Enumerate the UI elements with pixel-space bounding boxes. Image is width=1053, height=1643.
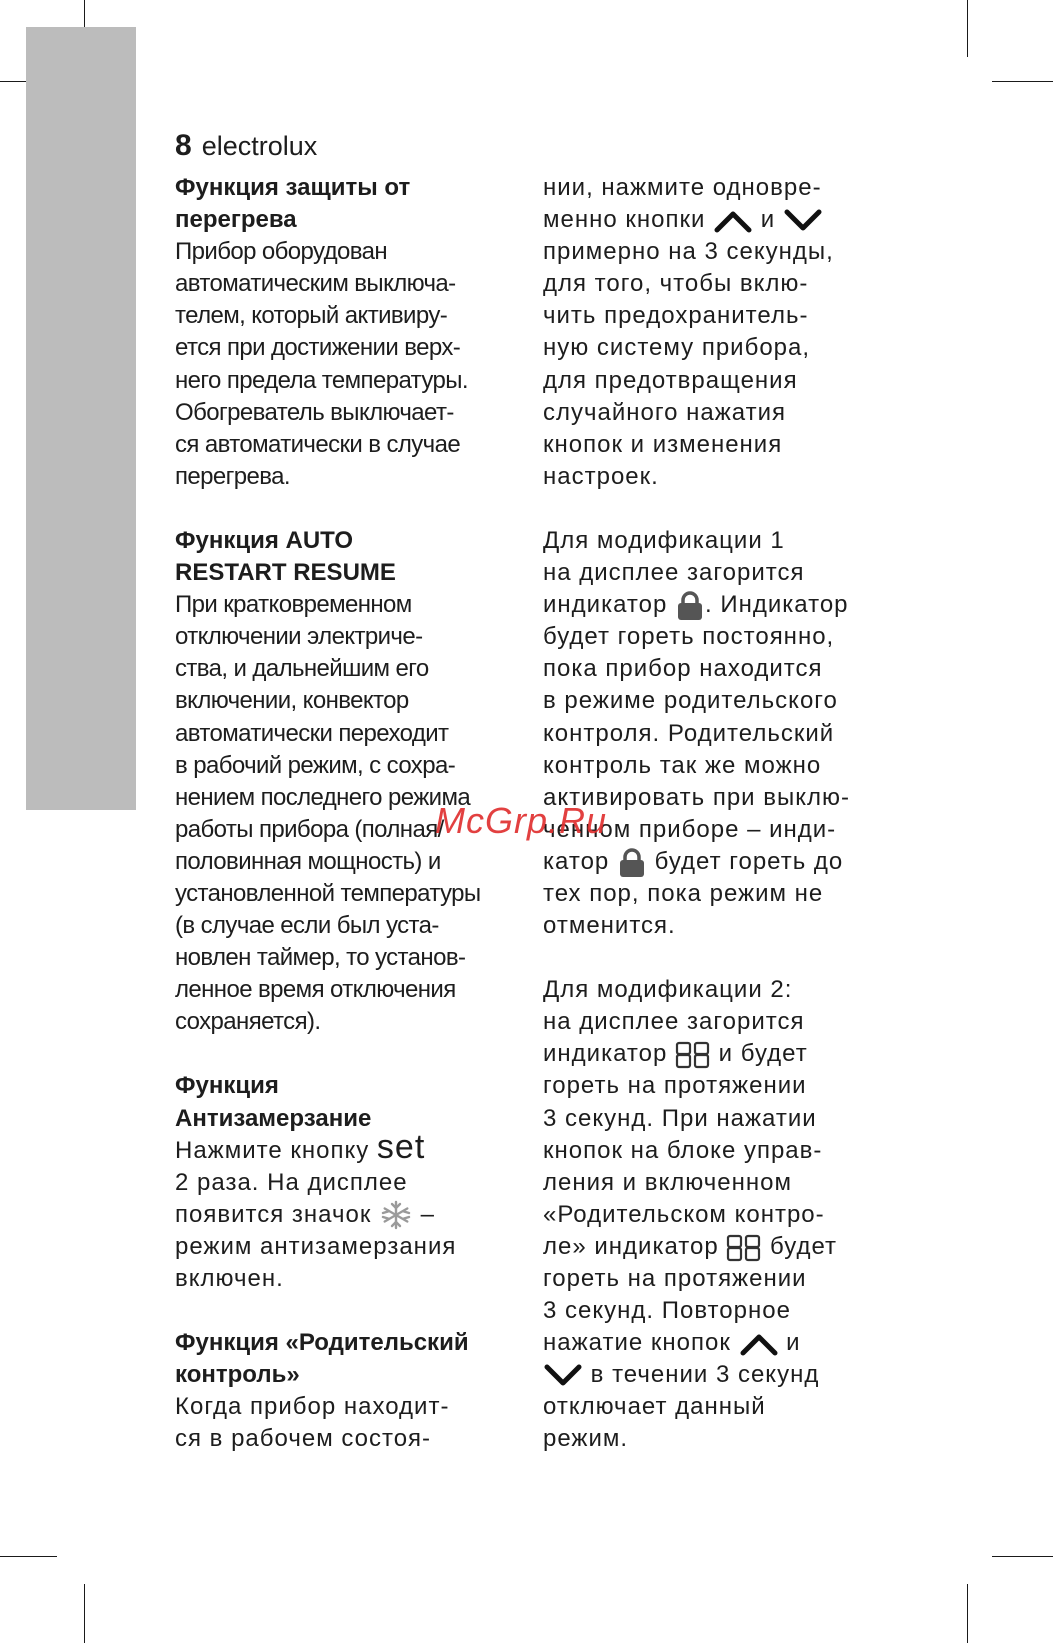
body-line: в рабочий режим, с сохра- (175, 751, 456, 779)
crop-mark (967, 0, 968, 57)
body-line: будет гореть постоянно, (543, 623, 835, 651)
body-line: При кратковременном (175, 591, 412, 619)
body-line: пока прибор находится (543, 655, 823, 683)
body-line: 2 раза. На дисплее (175, 1168, 408, 1196)
body-line: ленное время отключения (175, 976, 456, 1004)
body-line: чить предохранитель- (543, 302, 809, 330)
crop-mark (992, 81, 1053, 82)
body-line: Обогреватель выключает- (175, 398, 454, 426)
body-line: включении, конвектор (175, 687, 409, 715)
chevron-up-icon (739, 1331, 779, 1357)
section-title: Функция (175, 1072, 279, 1100)
parental-continued (543, 172, 883, 493)
body-line: перегрева. (175, 462, 290, 490)
body-line: него предела температуры. (175, 366, 468, 394)
body-line: новлен таймер, то установ- (175, 944, 466, 972)
section-auto-restart (175, 525, 520, 1039)
body-line: ется при достижении верх- (175, 334, 461, 362)
body-line: ства, и дальнейшим его (175, 655, 429, 683)
body-line: половинная мощность) и (175, 847, 441, 875)
body-line: примерно на 3 секунды, (543, 238, 834, 266)
snowflake-icon (379, 1200, 413, 1230)
body-line: для предотвращения (543, 366, 798, 394)
body-line: появится значок – (175, 1199, 520, 1231)
body-line: катор будет гореть до (543, 846, 883, 878)
body-line: нии, нажмите одновре- (543, 174, 822, 201)
body-line: отменится. (543, 912, 676, 940)
body-line: автоматическим выключа- (175, 270, 456, 298)
brand-name: electrolux (201, 131, 318, 161)
body-line: менно кнопки и (543, 204, 883, 236)
body-line: ную систему прибора, (543, 334, 811, 362)
body-line: (в случае если был уста- (175, 912, 439, 940)
page-header (175, 128, 317, 164)
page-number: 8 (175, 129, 192, 162)
section-title: Функция защиты от (175, 174, 411, 201)
body-line: автоматически переходит (175, 719, 449, 747)
body-line: Для модификации 1 (543, 526, 785, 554)
body-line: отключении электриче- (175, 623, 423, 651)
body-line: индикатор и будет (543, 1040, 808, 1068)
modification-2 (543, 974, 883, 1455)
section-overheat (175, 172, 520, 493)
body-line: Прибор оборудован (175, 238, 388, 266)
section-title: Функция AUTO (175, 526, 354, 554)
lock-icon (675, 591, 705, 621)
chevron-down-icon (543, 1363, 583, 1389)
body-line: Нажмите кнопку set (175, 1127, 426, 1166)
chevron-down-icon (783, 208, 823, 234)
lock-icon (617, 848, 647, 878)
section-title: RESTART RESUME (175, 559, 396, 587)
body-line: настроек. (543, 462, 659, 490)
body-line: контроля. Родительский (543, 719, 835, 747)
body-line: ся в рабочем состоя- (175, 1425, 432, 1453)
body-line: нением последнего режима (175, 783, 471, 811)
body-line: ле» индикатор будет (543, 1232, 838, 1260)
body-line: на дисплее загорится (543, 1008, 805, 1036)
crop-mark (84, 1584, 85, 1643)
body-line: кнопок на блоке управ- (543, 1136, 823, 1164)
body-line: нажатие кнопок и (543, 1329, 801, 1357)
body-line: гореть на протяжении (543, 1072, 807, 1100)
body-line: в режиме родительского (543, 687, 838, 715)
body-line: индикатор . Индикатор (543, 589, 883, 621)
section-title: Антизамерзание (175, 1104, 372, 1132)
body-line: включен. (175, 1265, 284, 1292)
body-line: ления и включенном (543, 1168, 792, 1196)
body-line: 3 секунд. Повторное (543, 1297, 791, 1325)
set-button-label: set (376, 1127, 426, 1166)
crop-mark (967, 1584, 968, 1643)
seven-segment-display-icon (726, 1234, 762, 1262)
body-line: ся автоматически в случае (175, 430, 461, 458)
section-parental (175, 1327, 520, 1455)
crop-mark (0, 1556, 57, 1557)
body-line: случайного нажатия (543, 398, 786, 426)
body-line: работы прибора (полная/ (175, 815, 444, 843)
body-line: режим. (543, 1425, 629, 1453)
modification-1 (543, 525, 883, 942)
body-line: гореть на протяжении (543, 1265, 807, 1292)
body-line: установленной температуры (175, 879, 481, 907)
section-title: контроль» (175, 1361, 300, 1389)
side-bar (26, 27, 136, 810)
body-line: 3 секунд. При нажатии (543, 1104, 817, 1132)
body-line: контроль так же можно (543, 751, 822, 779)
body-line: активировать при выклю- (543, 783, 851, 811)
section-title: перегрева (175, 206, 297, 234)
chevron-up-icon (713, 208, 753, 234)
body-line: телем, который активиру- (175, 302, 448, 330)
seven-segment-display-icon (675, 1041, 711, 1069)
body-line: на дисплее загорится (543, 559, 805, 587)
body-line: тех пор, пока режим не (543, 879, 824, 907)
body-line: сохраняется). (175, 1008, 321, 1036)
watermark: McGrp.Ru (435, 800, 608, 841)
section-title: Функция «Родительский (175, 1329, 469, 1357)
body-line: отключает данный (543, 1393, 766, 1421)
crop-mark (992, 1556, 1053, 1557)
body-line: для того, чтобы вклю- (543, 270, 809, 298)
body-line: Для модификации 2: (543, 976, 793, 1004)
section-antifreeze (175, 1070, 520, 1295)
body-line: режим антизамерзания (175, 1232, 457, 1260)
body-line: кнопок и изменения (543, 430, 783, 458)
body-line: ченном приборе – инди- (543, 815, 837, 843)
body-line: в течении 3 секунд (543, 1359, 883, 1391)
body-line: Когда прибор находит- (175, 1393, 450, 1421)
body-line: «Родительском контро- (543, 1200, 825, 1228)
